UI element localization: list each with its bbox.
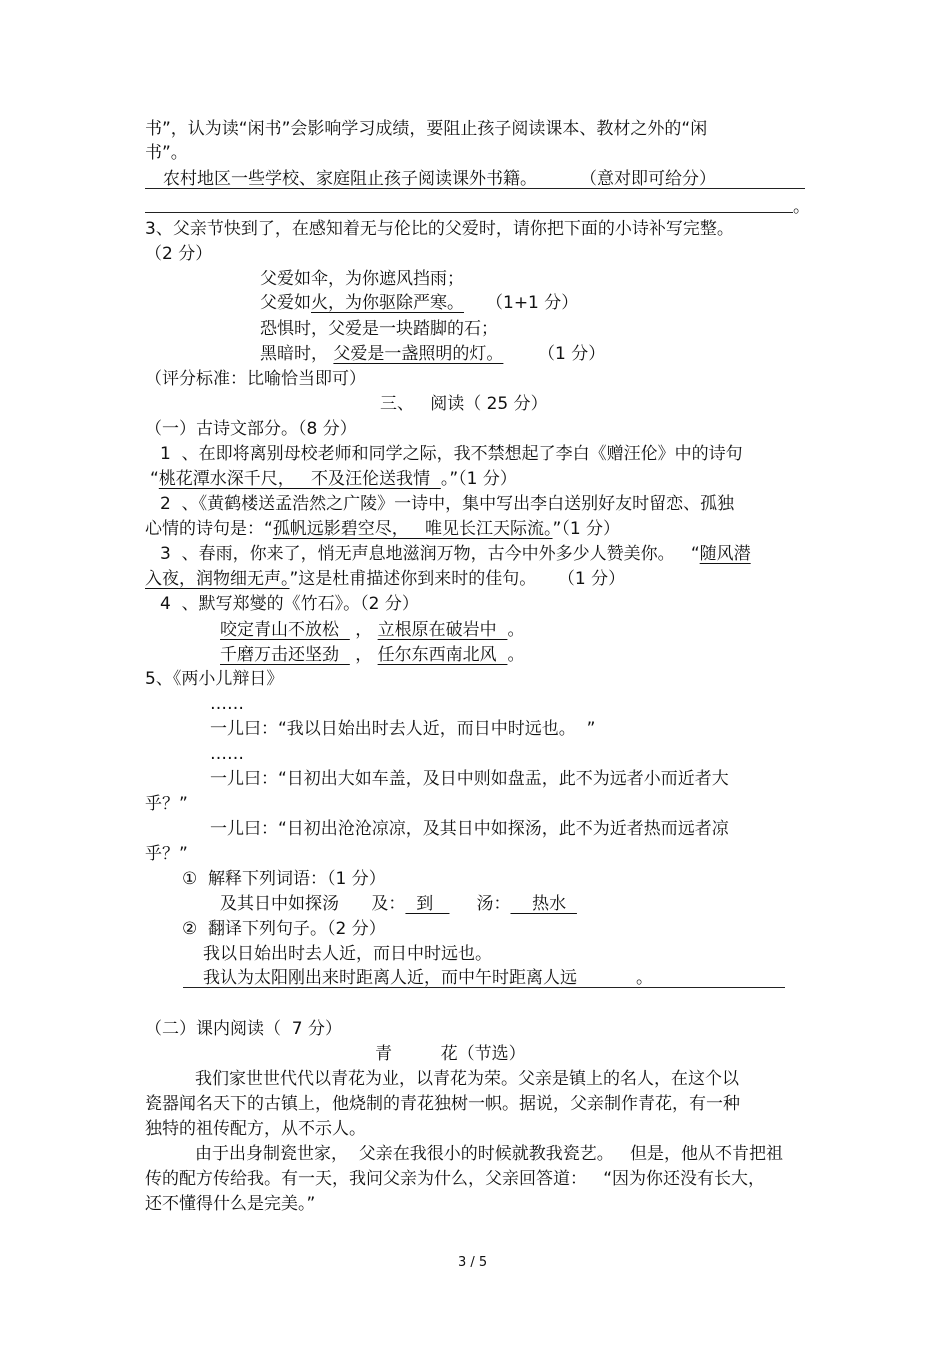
answer-text: 到	[405, 894, 450, 914]
answer-text: 随风潜	[699, 544, 751, 564]
question-text: 3 、春雨，你来了，悄无声息地滋润万物，古今中外多少人赞美你。 “	[160, 544, 700, 564]
answer-text: 入夜	[145, 569, 179, 589]
question-5: 5、《两小儿辩日》	[145, 669, 284, 689]
vocab-prompt: 及其日中如探汤 及：	[220, 894, 406, 914]
poem-line	[260, 292, 464, 314]
answer-text: 千磨万击还坚劲	[220, 645, 350, 665]
grading-note: （评分标准：比喻恰当即可）	[145, 369, 366, 389]
passage-line: 由于出身制瓷世家， 父亲在我很小的时候就教我瓷艺。 但是，他从不肯把祖	[195, 1144, 784, 1164]
answer-text: 父爱是一盏照明的灯。	[333, 344, 504, 364]
poem-line: 父爱如伞，为你遮风挡雨；	[260, 269, 464, 289]
poem-answer-row	[220, 644, 524, 666]
subsection-heading: （一）古诗文部分。（8 分）	[145, 419, 357, 439]
question-tail: ”这是杜甫描述你到来时的佳句。 （1 分）	[289, 569, 626, 589]
dialogue-line: 乎？”	[145, 844, 188, 864]
source-sentence: 我以日始出时去人近，而日中时远也。	[203, 944, 492, 964]
punct: ，	[355, 620, 373, 640]
question-3: 3、父亲节快到了，在感知着无与伦比的父爱时，请你把下面的小诗补写完整。	[145, 219, 734, 239]
question-4: 4 、默写郑燮的《竹石》。（2 分）	[160, 594, 419, 614]
question-1: 1 、在即将离别母校老师和同学之际，我不禁想起了李白《赠汪伦》中的诗句	[160, 444, 743, 464]
poem-prefix: 父爱如	[260, 293, 311, 313]
answer-line	[145, 188, 805, 189]
sub-question-2: ② 翻译下列句子。（2 分）	[182, 919, 386, 939]
text-line: 书”，认为读“闲书”会影响学习成绩，要阻止孩子阅读课本、教材之外的“闲	[145, 119, 708, 139]
ellipsis: ……	[210, 694, 244, 714]
question-tail: 。”（1 分）	[440, 469, 517, 489]
dialogue-line: 一儿曰：“我以日始出时去人近，而日中时远也。 ”	[210, 719, 596, 739]
passage-line: 传的配方传给我。有一天，我问父亲为什么，父亲回答道： “因为你还没有长大，	[145, 1169, 766, 1189]
answer-text: 火，为你驱除严寒。	[311, 293, 464, 313]
sub-question-1-answers	[220, 893, 577, 915]
passage-line: 独特的祖传配方，从不示人。	[145, 1119, 366, 1139]
quote-mark: “	[150, 469, 159, 489]
question-3-poem	[160, 543, 751, 565]
answer-text: 农村地区一些学校、家庭阻止孩子阅读课外书籍。	[163, 169, 537, 189]
answer-line	[145, 212, 793, 213]
text-line: 。	[793, 197, 810, 217]
answer-line	[183, 987, 785, 988]
passage-line: 我们家世世代代以青花为业，以青花为荣。父亲是镇上的名人，在这个以	[195, 1069, 739, 1089]
answer-text: 任尔东西南北风	[377, 645, 508, 665]
answer-text: ，润物细无声。	[179, 569, 290, 589]
dialogue-line: 乎？”	[145, 794, 188, 814]
passage-line: 瓷器闻名天下的古镇上，他烧制的青花独树一帜。据说，父亲制作青花，有一种	[145, 1094, 740, 1114]
answer-text: 热水	[510, 894, 577, 914]
punct: ，	[355, 645, 373, 665]
score-note: （1 分）	[538, 344, 606, 364]
poem-prefix: 黑暗时，	[260, 344, 328, 364]
punct: 。	[507, 645, 525, 665]
question-2-answer	[145, 518, 620, 540]
score-note: （1+1 分）	[486, 293, 579, 313]
question-1-answer	[150, 468, 517, 490]
punct: 。	[636, 968, 653, 988]
question-prefix: 心情的诗句是：“	[145, 519, 273, 539]
text-line: 书”。	[145, 143, 188, 163]
answer-text: 桃花潭水深千尺， 不及汪伦送我情	[158, 469, 441, 489]
answer-text: 我认为太阳刚出来时距离人近，而中午时距离人远	[203, 968, 577, 988]
page-number: 3 / 5	[458, 1255, 488, 1270]
passage-line: 还不懂得什么是完美。”	[145, 1194, 316, 1214]
poem-answer-row	[220, 619, 524, 641]
vocab-prompt: 汤：	[476, 894, 511, 914]
question-3-poem-cont	[145, 568, 625, 590]
subsection-heading: （二）课内阅读（ 7 分）	[145, 1019, 343, 1039]
sub-question-1: ① 解释下列词语：（1 分）	[182, 869, 386, 889]
section-heading: 三、 阅读（ 25 分）	[380, 394, 548, 414]
poem-line: 恐惧时，父爱是一块踏脚的石；	[260, 319, 498, 339]
poem-line	[260, 343, 503, 365]
passage-title: 青 花（节选）	[375, 1044, 526, 1064]
punct: 。	[507, 620, 525, 640]
ellipsis: ……	[210, 744, 244, 764]
question-tail: ”（1 分）	[552, 519, 621, 539]
dialogue-line: 一儿曰：“日初出沧沧凉凉，及其日中如探汤，此不为近者热而远者凉	[210, 819, 729, 839]
question-2: 2 、《黄鹤楼送孟浩然之广陵》一诗中，集中写出李白送别好友时留恋、孤独	[160, 494, 735, 514]
answer-text: 立根原在破岩中	[377, 620, 508, 640]
score-note: （意对即可给分）	[580, 169, 716, 189]
answer-text: 孤帆远影碧空尽， 唯见长江天际流。	[272, 519, 553, 539]
dialogue-line: 一儿曰：“日初出大如车盖，及日中则如盘盂，此不为远者小而近者大	[210, 769, 729, 789]
answer-text: 咬定青山不放松	[220, 620, 350, 640]
score-note: （2 分）	[145, 244, 213, 264]
